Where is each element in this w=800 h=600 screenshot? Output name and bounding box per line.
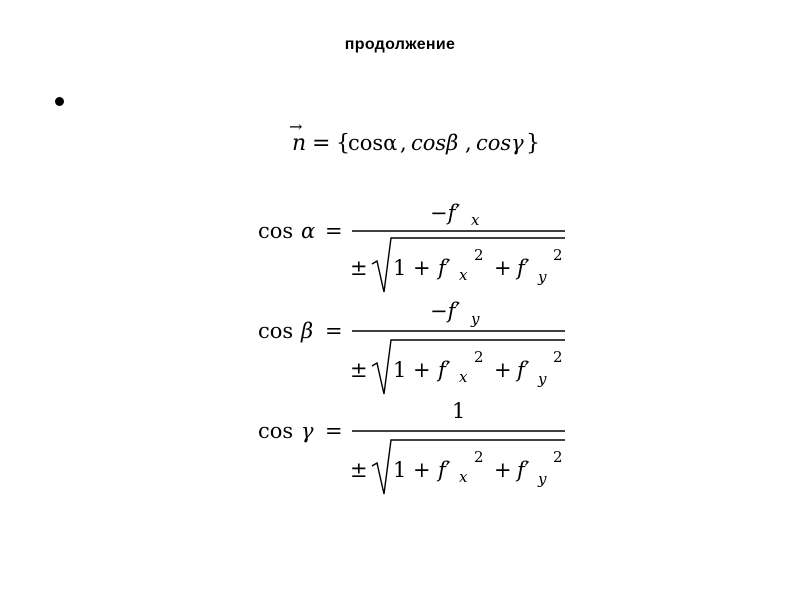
denominator-fy: f′ <box>517 358 530 382</box>
vector-comma-1: , <box>400 131 407 155</box>
vector-arrow: → <box>289 117 303 136</box>
cos-alpha-numerator-sub: x <box>471 211 480 229</box>
denominator-pm: ± <box>350 458 368 482</box>
denominator-fy-sub: y <box>538 470 547 488</box>
cos-alpha-var: α <box>301 219 316 243</box>
cos-gamma-formula <box>258 399 565 494</box>
cos-alpha-formula <box>258 201 565 292</box>
vector-n: n <box>292 131 307 156</box>
denominator-plus: + <box>494 358 512 382</box>
denominator-pm: ± <box>350 358 368 382</box>
normal-vector-formula <box>289 117 540 156</box>
slide-title: продолжение <box>344 36 456 53</box>
denominator-fx-sup: 2 <box>474 348 484 366</box>
cos-gamma-denominator <box>350 440 565 494</box>
cos-beta-formula <box>258 299 565 394</box>
cos-alpha-numerator: −f′ <box>430 201 461 225</box>
denominator-one-plus: 1 + <box>393 458 431 482</box>
denominator-fy-sup: 2 <box>553 246 563 264</box>
cos-alpha-denominator <box>350 238 565 292</box>
cos-beta-equals: = <box>325 319 343 343</box>
cos-gamma-var: γ <box>301 419 314 443</box>
cos-gamma-numerator: 1 <box>452 399 466 423</box>
vector-close-brace: } <box>526 131 540 156</box>
vector-equals: = <box>312 131 331 156</box>
cos-beta-numerator-sub: y <box>471 310 480 328</box>
denominator-one-plus: 1 + <box>393 256 431 280</box>
denominator-pm: ± <box>350 256 368 280</box>
cos-alpha-equals: = <box>325 219 343 243</box>
denominator-fx: f′ <box>438 256 451 280</box>
denominator-fy-sub: y <box>538 370 547 388</box>
denominator-fy: f′ <box>517 458 530 482</box>
cos-beta-numerator: −f′ <box>430 299 461 323</box>
denominator-plus: + <box>494 458 512 482</box>
denominator-fx-sub: x <box>459 468 468 486</box>
vector-cos-beta: cosβ <box>411 131 459 155</box>
denominator-fx-sub: x <box>459 266 468 284</box>
cos-alpha-func: cos <box>258 219 294 243</box>
cos-gamma-func: cos <box>258 419 294 443</box>
denominator-fy-sup: 2 <box>553 448 563 466</box>
cos-beta-var: β <box>301 319 314 343</box>
vector-cos-alpha: cosα <box>348 131 398 155</box>
cos-gamma-equals: = <box>325 419 343 443</box>
cos-beta-denominator <box>350 340 565 394</box>
denominator-one-plus: 1 + <box>393 358 431 382</box>
denominator-fx: f′ <box>438 458 451 482</box>
denominator-fx-sub: x <box>459 368 468 386</box>
denominator-fy-sub: y <box>538 268 547 286</box>
vector-cos-gamma: cosγ <box>476 131 524 155</box>
denominator-fy-sup: 2 <box>553 348 563 366</box>
vector-open-brace: { <box>336 131 350 156</box>
denominator-plus: + <box>494 256 512 280</box>
cos-beta-func: cos <box>258 319 294 343</box>
denominator-fx-sup: 2 <box>474 448 484 466</box>
denominator-fx-sup: 2 <box>474 246 484 264</box>
vector-comma-2: , <box>465 131 472 155</box>
denominator-fx: f′ <box>438 358 451 382</box>
denominator-fy: f′ <box>517 256 530 280</box>
